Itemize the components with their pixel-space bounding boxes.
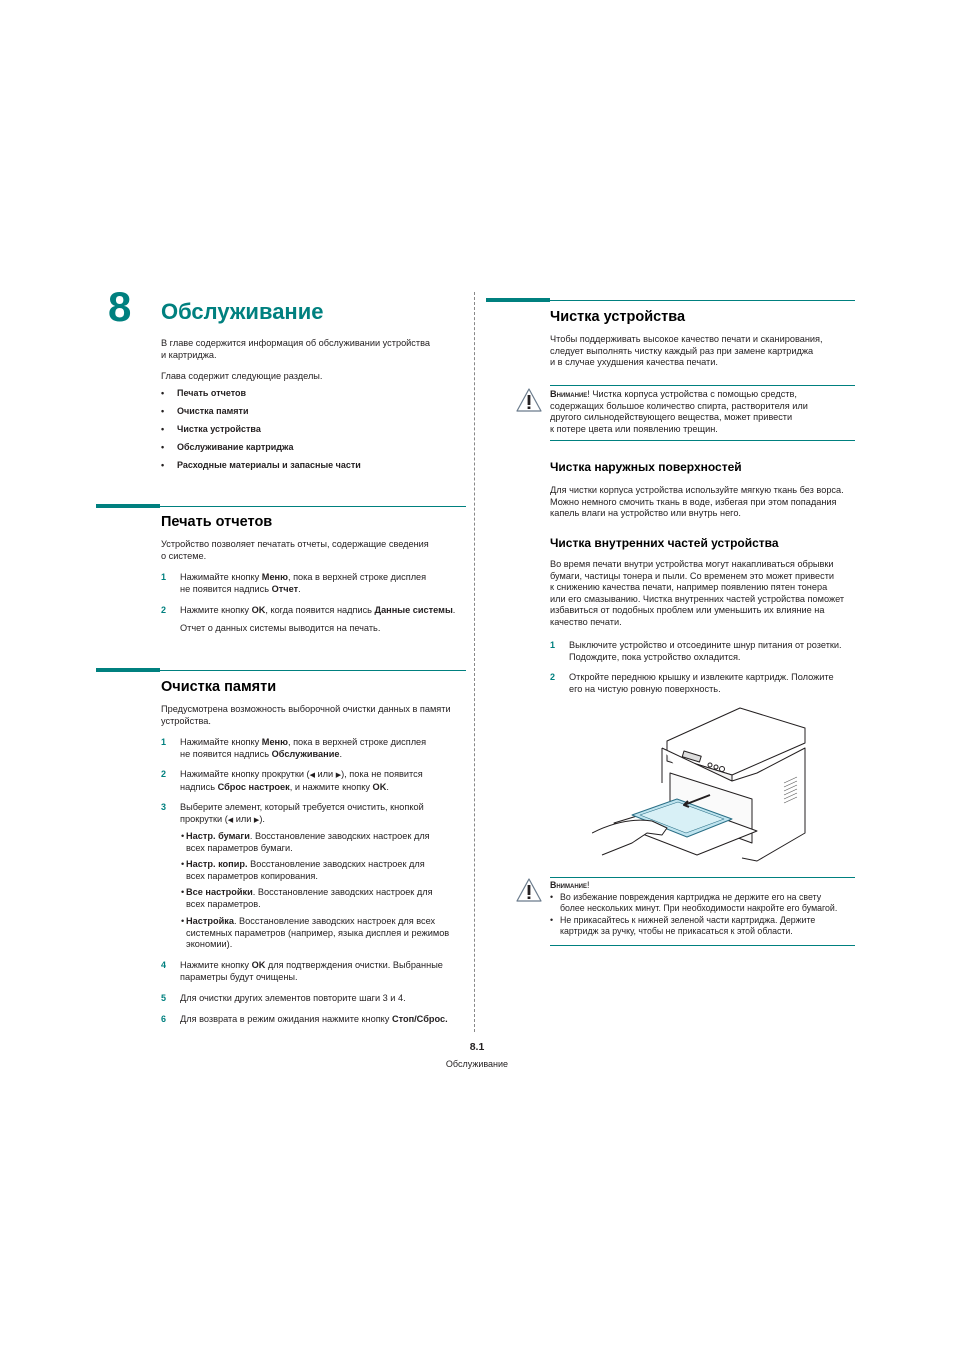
step-3 — [161, 802, 471, 826]
text-line: Во избежание повреждения картриджа не держите его на свету — [560, 891, 822, 902]
ok-button-label: OK — [251, 605, 266, 615]
step-number: 2 — [550, 672, 556, 682]
text: Выберите элемент, который требуется очистить, кнопкой — [180, 802, 424, 812]
step-number: 3 — [161, 802, 167, 812]
text: . — [298, 583, 301, 594]
text: не появится надпись — [180, 583, 272, 594]
text: всех параметров. — [186, 898, 261, 909]
display-label: Данные системы — [374, 605, 453, 615]
text-line: капель влаги на устройство или внутрь него. — [550, 508, 741, 519]
warning-icon — [515, 387, 543, 413]
text: Для возврата в режим ожидания нажмите кнопку — [180, 1014, 392, 1024]
arrow-right-icon: ▶ — [335, 772, 342, 779]
section-rule — [160, 506, 466, 507]
text: Для очистки других элементов повторите шаги 3 и 4. — [180, 993, 406, 1003]
step-number: 2 — [161, 769, 167, 779]
step-6 — [161, 1014, 471, 1026]
warning-label: Внимание — [550, 389, 588, 399]
section-rule — [550, 300, 855, 301]
bullet-icon: • — [181, 916, 185, 926]
display-label: Сброс настроек — [217, 781, 290, 792]
text: , когда появится надпись — [265, 605, 375, 615]
display-label: Отчет — [271, 583, 299, 594]
option-name: Настр. бумаги — [186, 831, 250, 841]
step-number: 1 — [550, 640, 556, 650]
text-line: картридж за ручку, чтобы не прикасаться к этой области. — [560, 926, 793, 937]
stop-button-label: Стоп/Сброс. — [391, 1014, 448, 1024]
bullet-icon: • — [181, 831, 185, 841]
option-name: Все настройки — [186, 887, 253, 897]
print-reports-intro — [161, 539, 461, 562]
bullet-icon: • — [161, 424, 165, 434]
step-2 — [161, 605, 471, 617]
step-number: 5 — [161, 993, 167, 1003]
section-rule-accent — [486, 298, 550, 302]
chapter-number: 8 — [108, 283, 132, 330]
subsection-title-interior: Чистка внутренних частей устройства — [550, 536, 779, 550]
text: . Восстановление заводских настроек для всех — [233, 916, 436, 926]
text-line: устройства. — [161, 715, 211, 726]
text: Выключите устройство и отсоедините шнур питания от розетки. — [569, 640, 842, 650]
text: Подождите, пока устройство охладится. — [569, 651, 741, 662]
text: Нажимайте кнопку — [180, 737, 262, 747]
footer-section: Обслуживание — [445, 1059, 509, 1069]
text-line: качество печати. — [550, 616, 622, 627]
text: или — [314, 769, 336, 779]
text: Нажмите кнопку — [180, 960, 252, 970]
contents-list — [161, 388, 461, 478]
step-1 — [161, 737, 471, 760]
text-line: бумаги, частицы тонера и пыли. Со временем это может привести — [550, 570, 835, 581]
step-5 — [161, 993, 471, 1005]
bullet-icon: • — [161, 388, 165, 398]
exterior-text — [550, 485, 860, 520]
option-name: Настройка — [186, 916, 234, 926]
display-label: Обслуживание — [271, 748, 340, 759]
text-line: к снижению качества печати, например появлению пятен тонера — [550, 582, 828, 593]
option-name: Настр. копир. — [186, 859, 248, 869]
text: надпись — [180, 781, 218, 792]
bullet-icon: • — [181, 859, 185, 869]
text-line: Устройство позволяет печатать отчеты, содержащие сведения — [161, 539, 429, 549]
contents-item[interactable]: • Печать отчетов — [161, 388, 247, 398]
section-title-print-reports: Печать отчетов — [161, 514, 273, 530]
text: . Восстановление заводских настроек для — [252, 887, 433, 897]
bullet-icon: • — [550, 914, 554, 925]
text-line: Чтобы поддерживать высокое качество печати и сканирования, — [550, 334, 823, 344]
step-number: 1 — [161, 572, 167, 582]
text-line: Можно немного смочить ткань в воде, избегая при этом попадания — [550, 496, 837, 507]
page-number: 8.1 — [469, 1041, 485, 1053]
printer-cartridge-illustration — [592, 703, 812, 863]
chapter-intro — [161, 338, 461, 361]
step-2 — [550, 672, 860, 695]
step-number: 1 — [161, 737, 167, 747]
warning-rule-bottom — [550, 440, 855, 441]
text: Чистка корпуса устройства с помощью средств, — [589, 389, 797, 399]
bullet-icon: • — [161, 460, 165, 470]
section-title-clear-memory: Очистка памяти — [161, 679, 277, 695]
intro-line: В главе содержится информация об обслуживании устройства — [161, 338, 430, 348]
option-setup — [181, 916, 471, 951]
warning-rule-top — [550, 385, 855, 386]
text: . Восстановление заводских настроек для — [249, 831, 430, 841]
text-line: избавиться от подобных проблем или уменьшить их влияние на — [550, 605, 825, 616]
text: , и нажмите кнопку — [289, 781, 373, 792]
text: параметры будут очищены. — [180, 971, 298, 982]
text-line: Для чистки корпуса устройства используйте мягкую ткань без ворса. — [550, 485, 844, 495]
step-1 — [550, 640, 860, 663]
text-line: Предусмотрена возможность выборочной очистки данных в памяти — [161, 704, 451, 714]
text: системных параметров (например, языка дисплея и режимов — [186, 927, 450, 938]
text: Нажмите кнопку — [180, 605, 252, 615]
text: прокрутки ( — [180, 813, 228, 824]
warning-label: Внимание — [550, 880, 587, 890]
clear-memory-intro — [161, 704, 471, 727]
text: ! — [587, 389, 590, 399]
step-number: 4 — [161, 960, 167, 970]
contents-item[interactable]: • Чистка устройства — [161, 424, 261, 434]
intro-line: и картриджа. — [161, 349, 217, 360]
section-rule — [160, 670, 466, 671]
ok-button-label: OK — [251, 960, 266, 970]
text-line: другого сильнодействующего вещества, может привести — [550, 412, 793, 423]
text-line: Во время печати внутри устройства могут накапливаться обрывки — [550, 559, 834, 569]
step-4 — [161, 960, 471, 983]
text: . — [339, 748, 343, 759]
text: его на чистую ровную поверхность. — [569, 683, 721, 694]
text-line: Не прикасайтесь к нижней зеленой части картриджа. Держите — [560, 914, 816, 925]
text-line: содержащих большое количество спирта, растворителя или — [550, 400, 808, 411]
text-line: следует выполнять чистку каждый раз при замене картриджа — [550, 345, 814, 356]
bullet-icon: • — [181, 887, 185, 897]
interior-text — [550, 559, 860, 629]
warning-bullet — [550, 892, 860, 915]
text: для подтверждения очистки. Выбранные — [265, 960, 443, 970]
text: не появится надпись — [180, 748, 272, 759]
text: ), пока не появится — [341, 769, 423, 779]
bullet-icon: • — [161, 406, 165, 416]
section-rule-accent — [96, 504, 160, 508]
option-paper — [181, 831, 471, 854]
contents-item[interactable]: • Очистка памяти — [161, 406, 249, 416]
text: , пока в верхней строке дисплея — [287, 572, 427, 582]
text-line: более нескольких минут. При необходимости накройте его бумагой. — [560, 903, 838, 914]
step-2 — [161, 769, 471, 793]
text: всех параметров копирования. — [186, 870, 318, 881]
step-1 — [161, 572, 471, 595]
text-line: и в случае ухудшения качества печати. — [550, 357, 718, 368]
text: Откройте переднюю крышку и извлеките картридж. Положите — [569, 672, 834, 682]
text: . — [452, 605, 456, 615]
step-number: 2 — [161, 605, 167, 615]
text: или — [233, 813, 254, 824]
warning-rule-top — [550, 877, 855, 878]
bullet-icon: • — [550, 891, 554, 902]
option-copy — [181, 859, 471, 882]
warning-bullet — [550, 915, 860, 938]
contents-item[interactable]: • Обслуживание картриджа — [161, 442, 294, 452]
text-line: о системе. — [161, 550, 207, 561]
contents-label: Глава содержит следующие разделы. — [161, 371, 323, 381]
text: ! — [586, 880, 590, 890]
print-reports-result: Отчет о данных системы выводится на печать. — [180, 623, 381, 633]
step-number: 6 — [161, 1014, 167, 1024]
warning-icon — [515, 877, 543, 903]
bullet-icon: • — [161, 442, 165, 452]
text: всех параметров бумаги. — [186, 842, 293, 853]
text: . — [386, 781, 389, 792]
section-rule-accent — [96, 668, 160, 672]
option-all — [181, 887, 471, 910]
menu-button-label: Меню — [261, 737, 288, 747]
text-line: к потере цвета или появлению трещин. — [550, 423, 718, 434]
text: Нажимайте кнопку — [180, 572, 262, 582]
warning-1-text — [550, 389, 855, 435]
warning-2-text — [550, 880, 860, 938]
cleaning-intro — [550, 334, 855, 369]
arrow-left-icon: ◀ — [309, 772, 315, 779]
column-divider — [474, 292, 475, 1032]
text: экономии). — [186, 939, 233, 950]
contents-item[interactable]: • Расходные материалы и запасные части — [161, 460, 361, 470]
warning-rule-bottom — [550, 945, 855, 946]
text: Восстановление заводских настроек для — [247, 859, 425, 869]
arrow-left-icon: ◀ — [227, 816, 234, 824]
text: ). — [259, 813, 265, 824]
text: , пока в верхней строке дисплея — [287, 737, 427, 747]
subsection-title-exterior: Чистка наружных поверхностей — [550, 460, 742, 474]
arrow-right-icon: ▶ — [253, 816, 260, 824]
section-title-cleaning: Чистка устройства — [550, 309, 686, 325]
ok-button-label: OK — [372, 781, 387, 792]
chapter-title: Обслуживание — [161, 299, 324, 324]
text-line: или его смазыванию. Чистка внутренних частей устройства поможет — [550, 593, 845, 604]
menu-button-label: Меню — [261, 572, 288, 582]
text: Нажимайте кнопку прокрутки ( — [180, 769, 310, 779]
